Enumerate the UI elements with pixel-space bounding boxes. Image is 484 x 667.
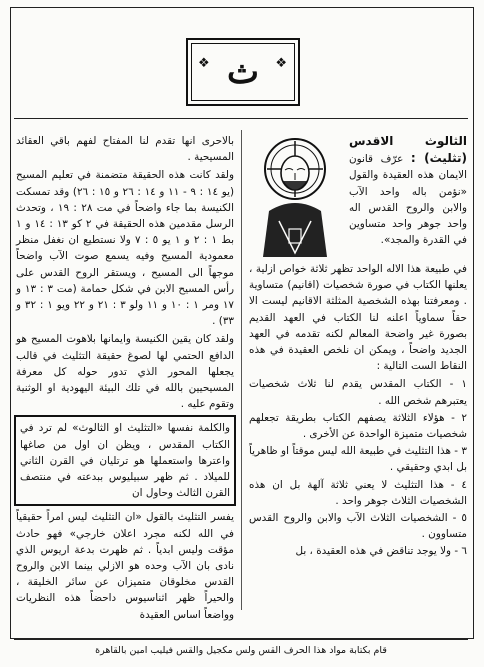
left-column	[16, 133, 234, 625]
right-column	[249, 133, 467, 561]
highlighted-box	[14, 415, 236, 506]
footer-credit: قام بكتابة مواد هذا الحرف القس ولس مكجيل والقس فيليب امين بالقاهرة	[95, 645, 387, 656]
left-paragraph: ولقد كان يقين الكنيسة وايمانها بلاهوت المسيح هو الدافع الحتمي لها لصوغ حقيقة التثليث في قالب يجعلها المحور الذي تدور حوله كل معرفة المسيحيين بالله في تلك البيئة اليهودية او الوثنية وتقوم عليه .	[16, 333, 234, 411]
left-paragraph: ولقد كانت هذه الحقيقة متضمنة في تعليم المسيح (يو ١٤ : ٩ - ١١ و ١٤ : ٢٦ و ١٥ : ٢٦) وقد تمسكت الكنيسة بما جاء واضحاً في مت ٢٨ : ١٩ ، وتحدث الرسل مقدمين هذه الحقيقة في ٢ كو ١٣ : ١٤ و ١ بط ١ : ٢ و ١ يو ٥ : ٧ ولا نستطيع ان نغفل منظر معمودية المسيح وفيه يسمع صوت الآب واضحاً موجهاً الى المسيح ، ويستقر الروح القدس على رأس المسيح الابن في شكل حمامة (مت ٣ : ١٣ و ١٧ ومر ١ : ١٠ و ١١ ولو ٣ : ٢١ و ٢٢ ويو ١ : ٣٢ و ٣٣) .	[16, 169, 235, 328]
doctrine-points-list	[249, 376, 467, 559]
list-item: ٤ - هذا التثليث لا يعني ثلاثة آلهة بل ان هذه الشخصيات الثلاث جوهر واحد .	[249, 478, 467, 507]
entry-title: الثالوث الاقدس (تثليث) :	[349, 134, 467, 166]
trinity-icon-image	[249, 133, 341, 257]
left-paragraph: يفسر التثليث بالقول «ان التثليث ليس امراً حقيقياً في الله لكنه مجرد اعلان خارجي» فهو حادث مؤقت وليس ابدياً . ثم ظهرت بدعة اريوس الذي نادى بان الآب وحده هو الازلي بينما الابن والروح القدس مخلوقان متميزان عن سائر الخليقة ، والحيراً ظهر اثناسيوس داحضاً هذه النظريات وواضعاً اساس العقيدة	[16, 511, 234, 621]
list-item: ٣ - هذا التثليث في طبيعة الله ليس موقتاً او ظاهرياً بل ابدي وحقيقي .	[249, 445, 467, 474]
intro-text: عرّف قانون الايمان هذه العقيدة والقول «نؤمن باله واحد الآب والابن والروح القدس اله واحد جوهر واحد متساوين في القدرة والمجد».	[349, 153, 467, 247]
section-letter-box	[186, 38, 300, 106]
icon-drawing	[249, 133, 341, 257]
doctrine-paragraph: في طبيعة هذا الاله الواحد تظهر ثلاثة خواص ازلية ، يعلنها الكتاب في صورة شخصيات (اقانيم) متساوية . ومعرفتنا بهذه الشخصية المثلثة الاقانيم ليست الا حقاً سماوياً اعلنه لنا الكتاب في العهد القديم بصورة غير واضحة المعالم لكنه تقدمه في العهد الجديد واضحاً ، ويمكن ان نلخص العقيدة في هذه النقاط الست التالية :	[249, 263, 467, 373]
section-letter-inner-frame	[191, 43, 295, 101]
list-item: ٦ - ولا يوجد تناقض في هذه العقيدة ، بل	[295, 545, 467, 558]
left-ornament-icon: ❖	[198, 56, 211, 71]
section-letter: ث	[226, 52, 259, 92]
header-rule	[14, 118, 468, 119]
list-item: ٢ - هؤلاء الثلاثة يصفهم الكتاب بطريقة تجعلهم شخصيات متميزة الواحدة عن الأخرى .	[249, 411, 467, 441]
left-paragraph: بالاحرى انها تقدم لنا المفتاح لفهم باقي العقائد المسيحية .	[16, 135, 234, 164]
list-item: ٥ - الشخصيات الثلاث الآب والابن والروح القدس متساوون .	[249, 512, 467, 541]
list-item: ١ - الكتاب المقدس يقدم لنا ثلاث شخصيات يعتبرهم شخص الله .	[249, 378, 467, 407]
column-divider	[241, 130, 242, 610]
footer-rule	[14, 639, 468, 640]
right-ornament-icon: ❖	[275, 56, 288, 71]
boxed-paragraph: والكلمة نفسها «التثليث او الثالوث» لم ترد في الكتاب المقدس ، ويظن ان اول من صاغها واعترها واستعملها هو ترتليان في القرن الثاني للميلاد . ثم ظهر سبيليوس ببدعته في منتصف القرن الثالث وحاول ان	[20, 422, 230, 500]
